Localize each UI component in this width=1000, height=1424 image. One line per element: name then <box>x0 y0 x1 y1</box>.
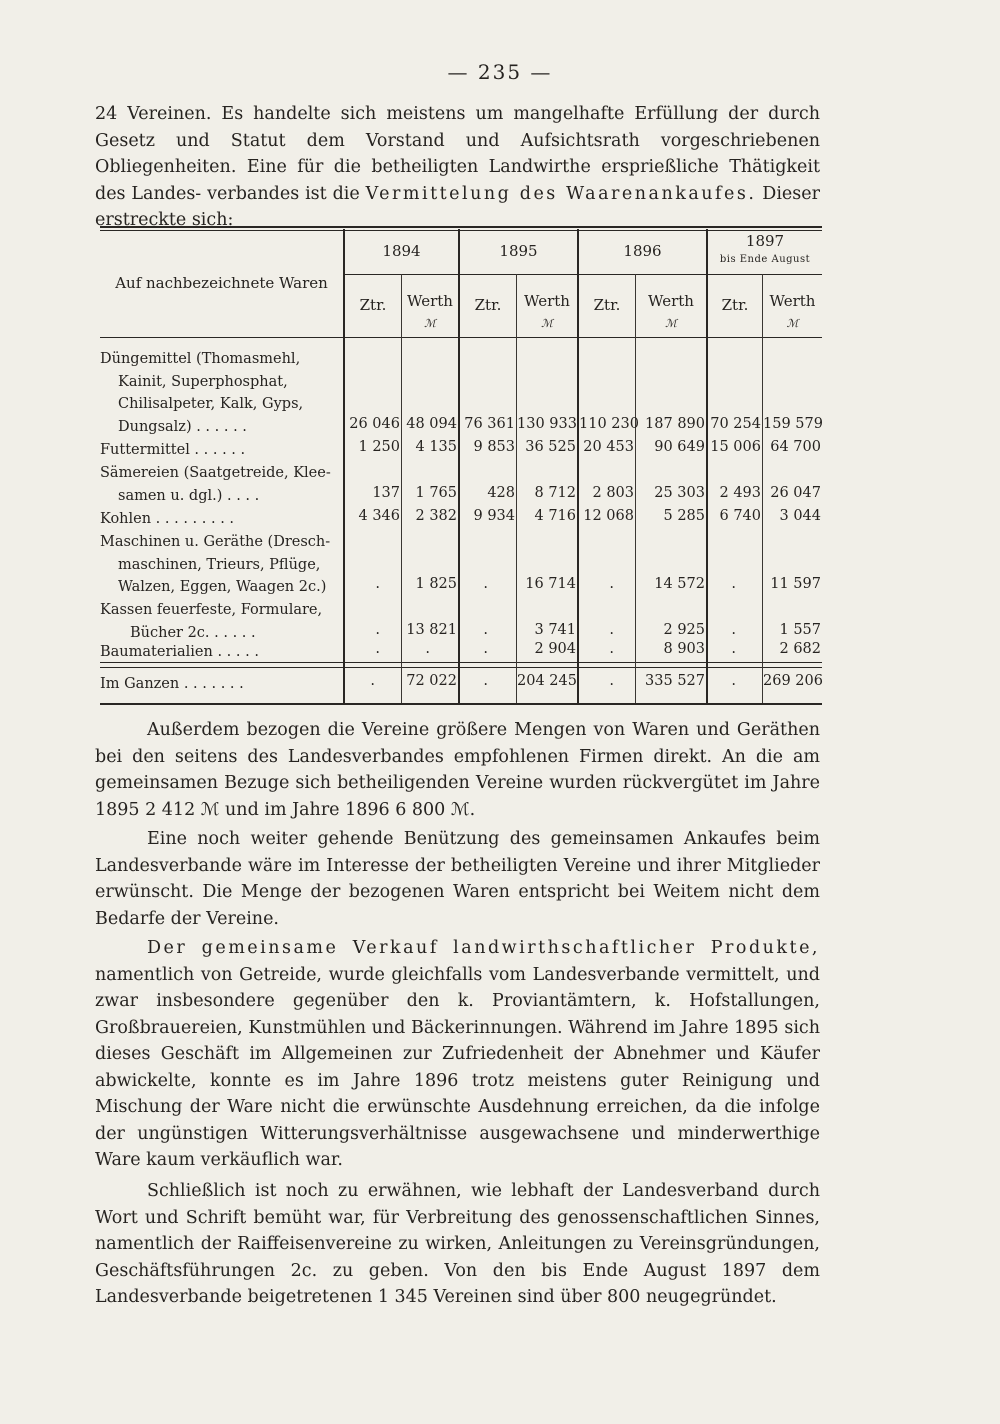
table-cell: 3 741 <box>534 622 576 638</box>
table-cell: 15 006 <box>710 439 761 455</box>
table-cell: . <box>375 576 380 592</box>
table-cell: 8 712 <box>534 485 576 501</box>
table-cell: . <box>609 576 614 592</box>
table-cell: 159 579 <box>763 416 823 432</box>
label-line: Dungsalz) . . . . . . <box>118 418 247 435</box>
label-line: maschinen, Trieurs, Pflüge, <box>118 556 321 573</box>
table-cell: 13 821 <box>406 622 457 638</box>
row-label-machines <box>100 531 338 599</box>
table-cell: . <box>375 641 380 657</box>
intro-line-4-start: verbandes ist die <box>207 183 366 204</box>
table-cell: . <box>609 641 614 657</box>
label-line: Kassen feuerfeste, Formulare, <box>100 602 323 618</box>
label-line: Baumaterialien . . . . . <box>100 644 259 660</box>
total-cell: 72 022 <box>406 673 457 689</box>
total-cell: 204 245 <box>517 673 577 689</box>
table-cell: 26 047 <box>770 485 821 501</box>
year-header-1897-note: bis Ende August <box>719 254 811 265</box>
goods-purchase-table <box>100 226 822 706</box>
table-cell: 36 525 <box>525 439 576 455</box>
total-cell: . <box>609 673 614 689</box>
table-cell: 9 853 <box>473 439 515 455</box>
table-cell: 6 740 <box>719 508 761 524</box>
intro-line-4-end: Dieser erstreckte sich: <box>95 183 820 230</box>
table-cell: 20 453 <box>583 439 634 455</box>
table-cell: 48 094 <box>406 416 457 432</box>
label-line: Futtermittel . . . . . . <box>100 442 246 458</box>
label-line: samen u. dgl.) . . . . <box>118 487 260 504</box>
table-cell: . <box>731 622 736 638</box>
label-line: Bücher 2c. . . . . . <box>130 624 256 641</box>
total-cell: 269 206 <box>763 673 823 689</box>
unit-mark: ℳ <box>424 317 436 330</box>
label-column-header: Auf nachbezeichnete Waren <box>115 274 328 292</box>
total-cell: . <box>370 673 375 689</box>
table-top-rule <box>100 226 822 228</box>
table-cell: 1 250 <box>358 439 400 455</box>
table-cell: 11 597 <box>770 576 821 592</box>
label-line: Sämereien (Saatgetreide, Klee- <box>100 465 331 481</box>
label-line: Walzen, Eggen, Waagen 2c.) <box>118 579 327 596</box>
table-cell: 3 044 <box>779 508 821 524</box>
year-header-rule <box>345 274 822 275</box>
table-cell: 4 346 <box>358 508 400 524</box>
table-cell: 187 890 <box>645 416 705 432</box>
label-line: Chilisalpeter, Kalk, Gyps, <box>118 396 304 413</box>
table-cell: 137 <box>372 485 400 501</box>
year-header-1894: 1894 <box>382 242 421 260</box>
paragraph-conclusion: Schließlich ist noch zu erwähnen, wie lebhaft der Landesverband durch Wort und Schrift bemüht war, für Verbreitung des genossenschaftlichen Sinnes, namentlich der Raiffeisenvereine zu wirken, Anleitungen zu Vereinsgründungen, Geschäftsführungen 2c. zu geben. Von den bis Ende August 1897 dem Landesverbande beigetretenen 1 345 Vereinen sind über 800 neugegründet. <box>95 1181 820 1307</box>
unit-werth: Werth <box>407 292 453 310</box>
label-line: Maschinen u. Geräthe (Dresch- <box>100 534 331 550</box>
year-header-1895: 1895 <box>499 242 538 260</box>
table-cell: 8 903 <box>663 641 705 657</box>
table-cell: 2 803 <box>592 485 634 501</box>
intro-line-1: 24 Vereinen. Es handelte sich meistens um mangelhafte Erfüllung der durch <box>95 104 820 124</box>
joint-sales-emphasis: Der gemeinsame Verkauf landwirthschaftlicher Produkte, <box>147 938 820 958</box>
table-cell: . <box>609 622 614 638</box>
unit-ztr: Ztr. <box>593 296 621 314</box>
intro-paragraph <box>95 101 820 234</box>
table-cell: 2 493 <box>719 485 761 501</box>
table-cell: 4 716 <box>534 508 576 524</box>
table-cell: 70 254 <box>710 416 761 432</box>
table-cell: 64 700 <box>770 439 821 455</box>
table-cell: 26 046 <box>349 416 400 432</box>
row-label-safes <box>100 599 338 644</box>
table-cell: . <box>425 641 430 657</box>
unit-werth: Werth <box>648 292 694 310</box>
table-cell: . <box>375 622 380 638</box>
table-cell: 25 303 <box>654 485 705 501</box>
unit-werth: Werth <box>769 292 816 310</box>
table-cell: 5 285 <box>663 508 705 524</box>
label-line: Düngemittel (Thomasmehl, <box>100 351 301 367</box>
table-cell: 76 361 <box>464 416 515 432</box>
unit-mark: ℳ <box>541 317 553 330</box>
table-cell: 2 904 <box>534 641 576 657</box>
table-cell: 12 068 <box>583 508 634 524</box>
table-cell: . <box>483 622 488 638</box>
table-cell: 2 382 <box>415 508 457 524</box>
row-label-coal <box>100 508 338 531</box>
table-top-rule-inner <box>100 230 822 231</box>
row-label-total <box>100 673 338 696</box>
total-cell: 335 527 <box>645 673 705 689</box>
table-cell: 4 135 <box>415 439 457 455</box>
unit-mark: ℳ <box>665 317 677 330</box>
page-number: — 235 — <box>447 60 553 84</box>
table-total-rule-inner <box>100 667 822 668</box>
table-cell: . <box>731 576 736 592</box>
paragraph-joint-sales <box>95 935 820 1174</box>
table-cell: 90 649 <box>654 439 705 455</box>
year-header-1896: 1896 <box>623 242 662 260</box>
unit-mark: ℳ <box>786 317 799 330</box>
total-cell: . <box>731 673 736 689</box>
table-bottom-rule <box>100 703 822 705</box>
label-line: Kohlen . . . . . . . . . <box>100 511 235 527</box>
row-label-feed <box>100 439 338 462</box>
table-cell: 1 765 <box>415 485 457 501</box>
table-cell: 2 682 <box>779 641 821 657</box>
intro-line-2: Gesetz und Statut dem Vorstand und Aufsichtsrath vorgeschriebenen Obliegenheiten. <box>95 130 820 177</box>
table-cell: . <box>483 641 488 657</box>
unit-werth: Werth <box>524 292 570 310</box>
year-header-1897: 1897 <box>745 232 785 250</box>
table-cell: . <box>483 576 488 592</box>
intro-emphasis: Vermittelung des Waarenankaufes. <box>365 183 757 204</box>
unit-ztr: Ztr. <box>359 296 387 314</box>
table-cell: 1 557 <box>779 622 821 638</box>
table-cell: 2 925 <box>663 622 705 638</box>
row-label-fertilizer <box>100 348 338 438</box>
table-cell: 14 572 <box>654 576 705 592</box>
paragraph-additional-purchases: Außerdem bezogen die Vereine größere Mengen von Waren und Geräthen bei den seitens des Landesverbandes empfohlenen Firmen direkt. An die am gemeinsamen Bezuge sich betheiligenden Vereine wurden rückvergütet im Jahre 1895 2 412 ℳ und im Jahre 1896 6 800 ℳ. <box>95 720 820 820</box>
unit-ztr: Ztr. <box>721 296 749 314</box>
table-cell: 9 934 <box>473 508 515 524</box>
table-cell: . <box>731 641 736 657</box>
table-cell: 110 230 <box>579 416 639 432</box>
label-line: Kainit, Superphosphat, <box>118 373 288 390</box>
unit-ztr: Ztr. <box>474 296 502 314</box>
table-cell: 1 825 <box>415 576 457 592</box>
table-cell: 428 <box>487 485 515 501</box>
row-label-building-materials <box>100 641 338 664</box>
table-cell: 16 714 <box>525 576 576 592</box>
table-header-rule <box>100 337 822 338</box>
row-label-seeds <box>100 462 338 507</box>
joint-sales-text: namentlich von Getreide, wurde gleichfalls vom Landesverbande vermittelt, und zwar insbesondere gegenüber den k. Proviantämtern, k. Hofstallungen, Großbrauereien, Kunstmühlen und Bäckerinnungen. Während im Jahre 1895 sich dieses Geschäft im Allgemeinen zur Zufriedenheit der Abnehmer und Käufer abwickelte, konnte es im Jahre 1896 trotz meistens guter Reinigung und Mischung der Ware nicht die erwünschte Ausdehnung erreichen, da die infolge der ungünstigen Witterungsverhältnisse ausgewachsene und minderwerthige Ware kaum verkäuflich war. <box>95 964 820 1170</box>
paragraph-recommendation: Eine noch weiter gehende Benützung des gemeinsamen Ankaufes beim Landesverbande wäre im Interesse der betheiligten Vereine und ihrer Mitglieder erwünscht. Die Menge der bezogenen Waren entspricht bei Weitem nicht dem Bedarfe der Vereine. <box>95 829 820 929</box>
total-cell: . <box>483 673 488 689</box>
table-cell: 130 933 <box>517 416 577 432</box>
label-line: Im Ganzen . . . . . . . <box>100 676 244 692</box>
intro-line-3: Eine für die betheiligten Landwirthe ersprießliche Thätigkeit des Landes- <box>95 157 820 204</box>
